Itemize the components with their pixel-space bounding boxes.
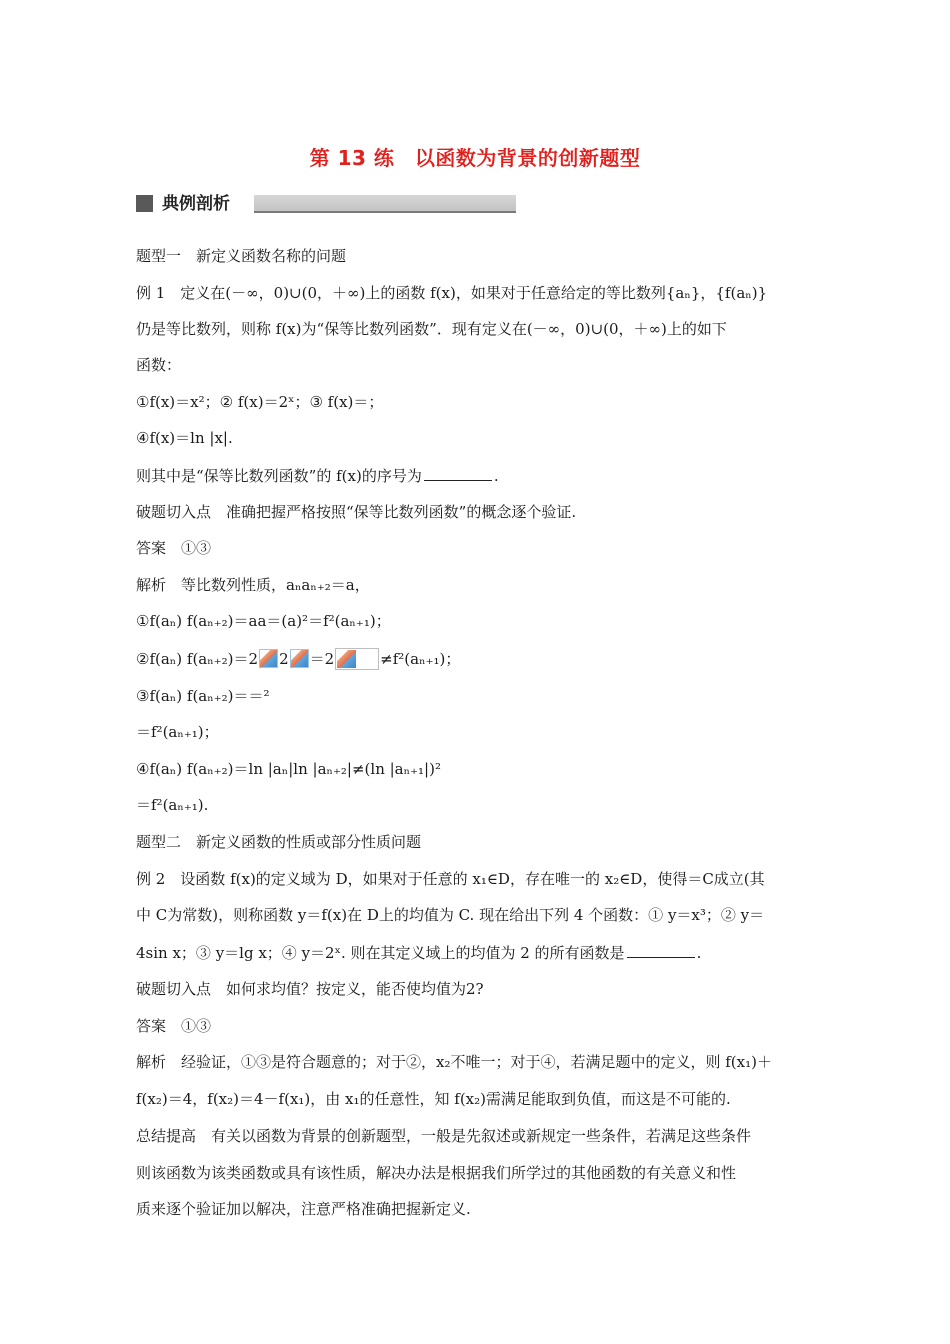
- question-text: 则其中是“保等比数列函数”的 f(x)的序号为: [136, 467, 422, 485]
- formula-image-icon: [259, 649, 278, 668]
- answer-blank: [627, 942, 695, 958]
- example-1-line-1: 例 1 定义在(－∞，0)∪(0，＋∞)上的函数 f(x)，如果对于任意给定的等比数列{aₙ}，{f(aₙ)}: [136, 284, 768, 302]
- item-2-part-2: 2: [279, 650, 289, 668]
- hint-1: 破题切入点 准确把握严格按照“保等比数列函数”的概念逐个验证.: [136, 503, 577, 521]
- example-2-line-2: 中 C为常数)，则称函数 y＝f(x)在 D上的均值为 C. 现在给出下列 4 个函数：① y＝x³；② y＝: [136, 906, 765, 924]
- summary-line-3: 质来逐个验证加以解决，注意严格准确把握新定义.: [136, 1200, 471, 1218]
- example-2-line-3: [136, 942, 701, 963]
- example-2-end: .: [696, 944, 702, 962]
- heading-type-1: 题型一 新定义函数名称的问题: [136, 247, 347, 265]
- analysis-1-item-4: ④f(aₙ) f(aₙ₊₂)＝ln |aₙ|ln |aₙ₊₂|≠(ln |aₙ₊₁|)²: [136, 760, 441, 778]
- item-2-part-3: ＝2: [309, 650, 335, 668]
- analysis-1-item-3: ③f(aₙ) f(aₙ₊₂)＝＝²: [136, 687, 270, 705]
- page-title: 第 13 练 以函数为背景的创新题型: [309, 146, 641, 170]
- analysis-1-item-2: [136, 648, 460, 670]
- analysis-2-line-1: 解析 经验证，①③是符合题意的；对于②，x₂不唯一；对于④，若满足题中的定义，则 f(x₁)＋: [136, 1053, 772, 1071]
- example-1-option-1: ①f(x)＝x²；② f(x)＝2ˣ；③ f(x)＝；: [136, 393, 384, 411]
- item-2-part-4: ≠f²(aₙ₊₁)；: [380, 650, 461, 668]
- example-2-text: 4sin x；③ y＝lg x；④ y＝2ˣ. 则在其定义域上的均值为 2 的所有函数是: [136, 944, 625, 962]
- answer-blank: [424, 465, 492, 481]
- section-header: [136, 193, 516, 215]
- analysis-1-item-3-cont: ＝f²(aₙ₊₁)；: [136, 723, 219, 741]
- summary-line-1: 总结提高 有关以函数为背景的创新题型，一般是先叙述或新规定一些条件，若满足这些条件: [136, 1127, 752, 1145]
- example-1-line-3: 函数：: [136, 356, 182, 374]
- section-bar: [254, 195, 516, 213]
- example-1-question: [136, 465, 499, 486]
- item-2-part-1: ②f(aₙ) f(aₙ₊₂)＝2: [136, 650, 259, 668]
- example-1-line-2: 仍是等比数列，则称 f(x)为“保等比数列函数”．现有定义在(－∞，0)∪(0，＋∞)上的如下: [136, 320, 727, 338]
- analysis-1-item-1: ①f(aₙ) f(aₙ₊₂)＝aa＝(a)²＝f²(aₙ₊₁)；: [136, 612, 391, 630]
- example-1-option-2: ④f(x)＝ln |x|.: [136, 429, 233, 447]
- question-end: .: [493, 467, 499, 485]
- hint-2: 破题切入点 如何求均值？按定义，能否使均值为2?: [136, 980, 484, 998]
- section-label: 典例剖析: [162, 194, 230, 214]
- formula-image-icon: [335, 648, 379, 670]
- analysis-2-line-2: f(x₂)＝4，f(x₂)＝4－f(x₁)，由 x₁的任意性，知 f(x₂)需满足能取到负值，而这是不可能的.: [136, 1090, 731, 1108]
- summary-line-2: 则该函数为该类函数或具有该性质，解决办法是根据我们所学过的其他函数的有关意义和性: [136, 1164, 737, 1182]
- analysis-1-intro: 解析 等比数列性质，aₙaₙ₊₂＝a，: [136, 576, 370, 594]
- example-2-line-1: 例 2 设函数 f(x)的定义域为 D，如果对于任意的 x₁∈D，存在唯一的 x₂∈D，使得＝C成立(其: [136, 870, 765, 888]
- section-square-icon: [136, 195, 153, 212]
- analysis-1-item-4-cont: ＝f²(aₙ₊₁).: [136, 796, 209, 814]
- heading-type-2: 题型二 新定义函数的性质或部分性质问题: [136, 833, 422, 851]
- answer-2: 答案 ①③: [136, 1017, 212, 1035]
- answer-1: 答案 ①③: [136, 539, 212, 557]
- formula-image-icon: [290, 649, 309, 668]
